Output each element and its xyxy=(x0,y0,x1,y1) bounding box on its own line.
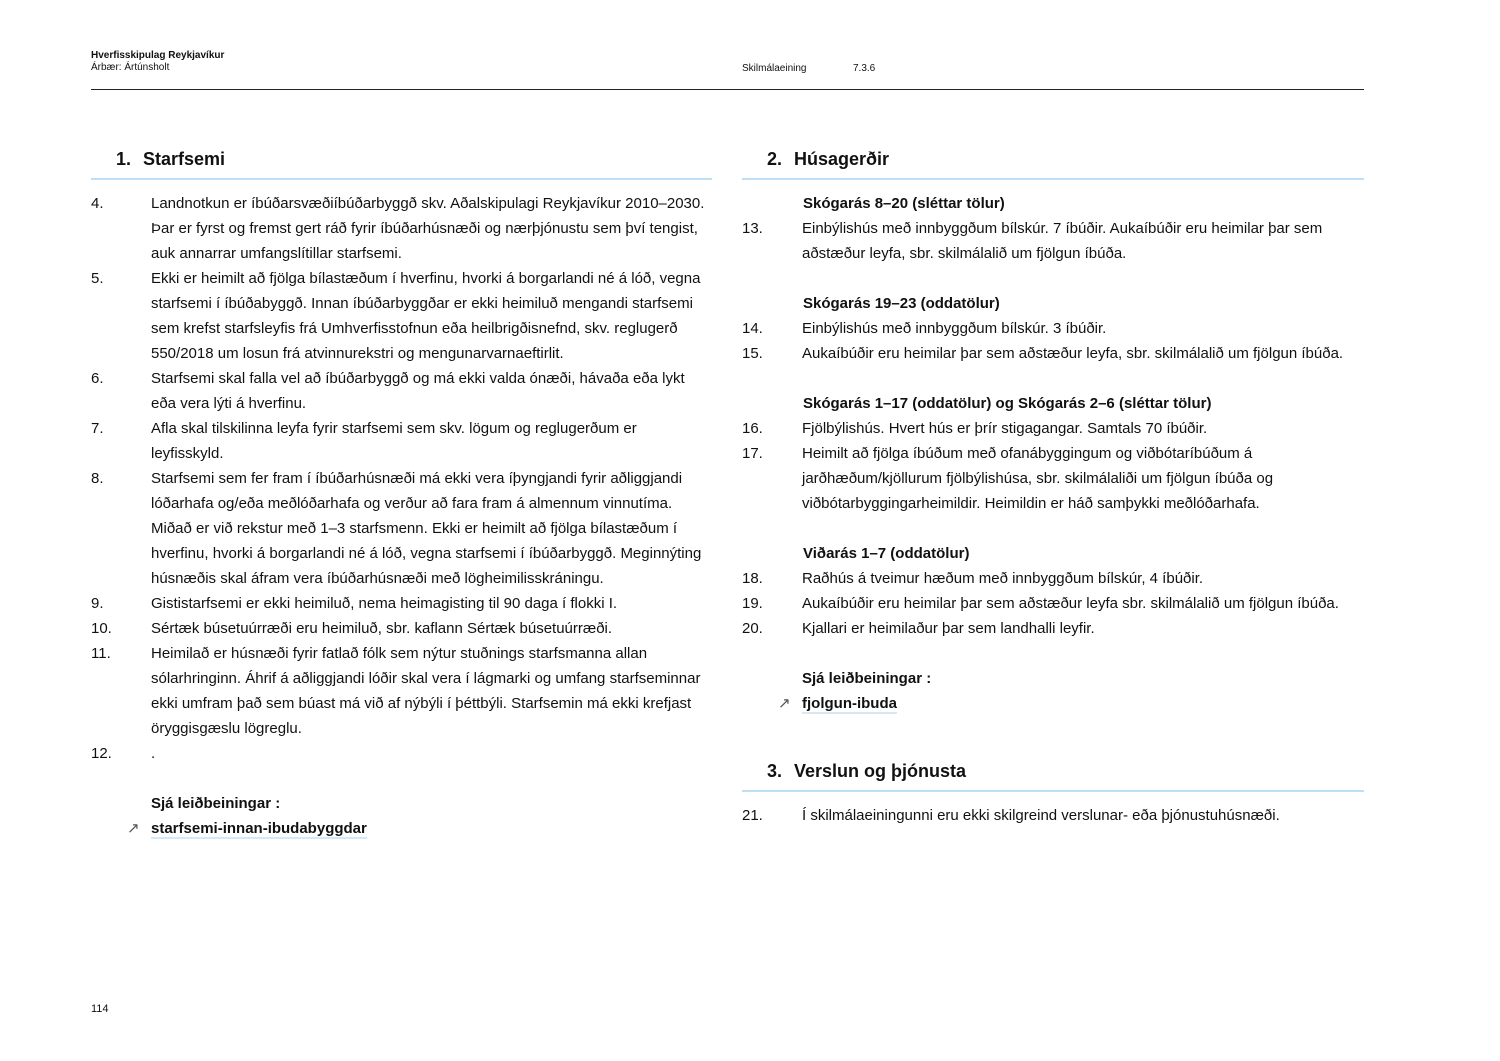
right-column xyxy=(742,140,1364,828)
page-number: 114 xyxy=(91,1003,109,1015)
item-text: Fjölbýlishús. Hvert hús er þrír stigagangar. Samtals 70 íbúðir. xyxy=(802,420,1208,437)
list-item xyxy=(742,616,1364,641)
list-item xyxy=(742,341,1364,366)
item-text: Starfsemi sem fer fram í íbúðarhúsnæði má ekki vera íþyngjandi fyrir aðliggjandi lóðarhafa og/eða meðlóðarhafa og verður að fara fram á almennum vinnutíma. Miðað er við rekstur með 1–3 starfsmenn. Ekki er heimilt að fjölga bílastæðum í hverfinu, hvorki á borgarlandi né á lóð, vegna starfsemi í íbúðarbyggð. Meginnýting húsnæðis skal áfram vera íbúðarhúsnæði með lögheimilisskráningu. xyxy=(151,470,702,587)
guidelines-link-text[interactable]: fjolgun-ibuda xyxy=(802,695,897,712)
item-text: Ekki er heimilt að fjölga bílastæðum í hverfinu, hvorki á borgarlandi né á lóð, vegna starfsemi í íbúðabyggð. Innan íbúðarbyggðar er ekki heimiluð mengandi starfsemi sem krefst starfsleyfis frá Umhverfisstofnun eða heilbrigðisnefnd, skv. reglugerð 550/2018 um losun frá atvinnurekstri og mengunarvarnaeftirlit. xyxy=(151,270,701,362)
item-text: Í skilmálaeiningunni eru ekki skilgreind verslunar- eða þjónustuhúsnæði. xyxy=(802,807,1280,824)
section-items xyxy=(91,191,712,766)
unit-number: 7.3.6 xyxy=(853,63,876,74)
arrow-up-right-icon: ↗ xyxy=(127,820,140,837)
item-number: 4. xyxy=(91,195,104,212)
section-title: Verslun og þjónusta xyxy=(794,761,967,781)
group-heading: Skógarás 19–23 (oddatölur) xyxy=(803,295,1000,312)
list-item xyxy=(91,366,712,416)
list-item xyxy=(742,216,1364,266)
item-text: Afla skal tilskilinna leyfa fyrir starfsemi sem skv. lögum og reglugerðum er leyfisskyld. xyxy=(151,420,637,462)
list-item xyxy=(742,316,1364,341)
list-item xyxy=(742,591,1364,616)
list-item xyxy=(91,591,712,616)
section-heading-husagerdir xyxy=(742,140,1364,180)
item-number: 10. xyxy=(91,620,112,637)
item-number: 6. xyxy=(91,370,104,387)
document-title: Hverfisskipulag Reykjavíkur xyxy=(91,50,225,61)
section-groups xyxy=(742,191,1364,666)
item-text: Heimilað er húsnæði fyrir fatlað fólk sem nýtur stuðnings starfsmanna allan sólarhringinn. Áhrif á aðliggjandi lóðir skal vera í lágmarki og umfang starfseminnar ekki umfram það sem búast má við af nýbýli í þéttbýli. Starfsemin má ekki krefjast öryggisgæslu lögreglu. xyxy=(151,645,701,737)
unit-label: Skilmálaeining xyxy=(742,63,807,74)
group-heading: Skógarás 8–20 (sléttar tölur) xyxy=(803,195,1005,212)
item-text: Kjallari er heimilaður þar sem landhalli leyfir. xyxy=(802,620,1095,637)
guidelines-link[interactable] xyxy=(742,691,1364,716)
item-number: 13. xyxy=(742,220,763,237)
item-number: 21. xyxy=(742,807,763,824)
list-item xyxy=(91,266,712,366)
list-item xyxy=(742,566,1364,591)
item-number: 16. xyxy=(742,420,763,437)
list-item xyxy=(742,803,1364,828)
item-number: 15. xyxy=(742,345,763,362)
document-subtitle: Árbær: Ártúnsholt xyxy=(91,62,170,73)
item-text: . xyxy=(151,745,156,762)
section-number: 2. xyxy=(767,149,783,169)
guidelines-label: Sjá leiðbeiningar : xyxy=(151,795,281,812)
guidelines-link[interactable] xyxy=(91,816,712,841)
item-text: Aukaíbúðir eru heimilar þar sem aðstæður leyfa, sbr. skilmálalið um fjölgun íbúða. xyxy=(802,345,1344,362)
list-item xyxy=(91,741,712,766)
item-number: 19. xyxy=(742,595,763,612)
section-title: Húsagerðir xyxy=(794,149,890,169)
list-item xyxy=(91,416,712,466)
item-number: 18. xyxy=(742,570,763,587)
group-heading: Viðarás 1–7 (oddatölur) xyxy=(803,545,970,562)
guidelines-link-text[interactable]: starfsemi-innan-ibudabyggdar xyxy=(151,820,367,837)
item-number: 7. xyxy=(91,420,104,437)
list-item xyxy=(91,641,712,741)
item-number: 20. xyxy=(742,620,763,637)
item-number: 8. xyxy=(91,470,104,487)
left-column xyxy=(91,140,712,841)
section-title: Starfsemi xyxy=(143,149,226,169)
section-number: 3. xyxy=(767,761,783,781)
group-heading: Skógarás 1–17 (oddatölur) og Skógarás 2–6 (sléttar tölur) xyxy=(803,395,1212,412)
section-items xyxy=(742,803,1364,828)
item-number: 11. xyxy=(91,645,111,662)
running-header xyxy=(91,50,224,74)
item-text: Gististarfsemi er ekki heimiluð, nema heimagisting til 90 daga í flokki I. xyxy=(151,595,618,612)
item-text: Einbýlishús með innbyggðum bílskúr. 7 íbúðir. Aukaíbúðir eru heimilar þar sem aðstæður leyfa, sbr. skilmálalið um fjölgun íbúða. xyxy=(802,220,1323,262)
item-text: Heimilt að fjölga íbúðum með ofanábyggingum og viðbótaríbúðum á jarðhæðum/kjöllurum fjölbýlishúsa, sbr. skilmálaliði um fjölgun íbúða og viðbótarbyggingarheimildir. Heimildin er háð samþykki meðlóðarhafa. xyxy=(802,445,1274,512)
item-text: Raðhús á tveimur hæðum með innbyggðum bílskúr, 4 íbúðir. xyxy=(802,570,1204,587)
item-text: Einbýlishús með innbyggðum bílskúr. 3 íbúðir. xyxy=(802,320,1107,337)
item-number: 12. xyxy=(91,745,112,762)
section-heading-starfsemi xyxy=(91,140,712,180)
item-number: 14. xyxy=(742,320,763,337)
header-divider xyxy=(91,89,1364,90)
item-text: Aukaíbúðir eru heimilar þar sem aðstæður leyfa sbr. skilmálalið um fjölgun íbúða. xyxy=(802,595,1339,612)
item-number: 5. xyxy=(91,270,104,287)
item-text: Starfsemi skal falla vel að íbúðarbyggð og má ekki valda ónæði, hávaða eða lykt eða vera lýti á hverfinu. xyxy=(151,370,685,412)
list-item xyxy=(742,441,1364,516)
item-text: Sértæk búsetuúrræði eru heimiluð, sbr. kaflann Sértæk búsetuúrræði. xyxy=(151,620,613,637)
list-item xyxy=(91,191,712,266)
item-number: 17. xyxy=(742,445,763,462)
list-item xyxy=(91,616,712,641)
list-item xyxy=(742,416,1364,441)
item-text: Landnotkun er íbúðarsvæðiíbúðarbyggð skv. Aðalskipulagi Reykjavíkur 2010–2030. Þar er fyrst og fremst gert ráð fyrir íbúðarhúsnæði og nærþjónustu sem því tengist, auk annarrar umfangslítillar starfsemi. xyxy=(151,195,705,262)
section-number: 1. xyxy=(116,149,132,169)
list-item xyxy=(91,466,712,591)
guidelines-label: Sjá leiðbeiningar : xyxy=(802,670,932,687)
arrow-up-right-icon: ↗ xyxy=(778,695,791,712)
item-number: 9. xyxy=(91,595,104,612)
section-heading-verslun xyxy=(742,752,1364,792)
